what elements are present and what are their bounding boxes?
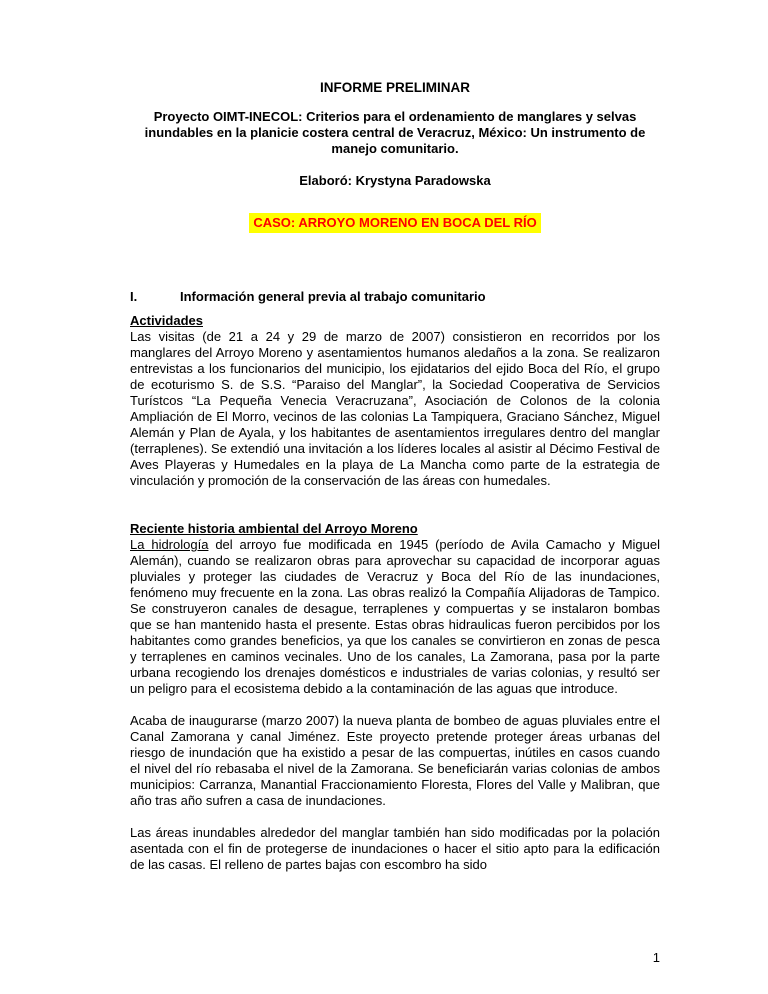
document-title: INFORME PRELIMINAR: [320, 80, 470, 95]
project-subtitle: Proyecto OIMT-INECOL: Criterios para el ordenamiento de manglares y selvas inundables en la planicie costera central de Veracruz, México: Un instrumento de manejo comunitario.: [144, 109, 646, 156]
case-heading-row: [130, 213, 660, 233]
section-heading: [130, 289, 660, 305]
section-number: I.: [130, 289, 138, 304]
history-paragraph-3: Las áreas inundables alrededor del manglar también han sido modificadas por la polación asentada con el fin de protegerse de inundaciones o hacer el sitio apto para la edificación de las casas. El relleno de partes bajas con escombro ha sido: [130, 825, 660, 872]
page-number: 1: [652, 950, 660, 965]
activities-heading: Actividades: [130, 313, 203, 328]
history-paragraph-1-rest: del arroyo fue modificada en 1945 (período de Avila Camacho y Miguel Alemán), cuando se realizaron obras para aprovechar su capacidad de incorporar aguas pluviales y proteger las ciudades de Veracruz y Boca del Río de las inundaciones, fenómeno muy frecuente en la zona. Las obras realizó la Compañía Alijadoras de Tampico. Se construyeron canales de desague, terraplenes y compuertas y se instalaron bombas que se han mantenido hasta el presente. Estas obras hidraulicas fueron percibidos por los habitantes como grandes beneficios, ya que los canales se convirtieron en zonas de pesca y terraplenes en caminos vecinales. Uno de los canales, La Zamorana, pasa por la parte urbana recogiendo los drenajes domésticos e industriales de varias colonias, y resultó ser un peligro para el ecosistema debido a la contaminación de las aguas que introduce.: [130, 537, 660, 696]
activities-paragraph: Las visitas (de 21 a 24 y 29 de marzo de 2007) consistieron en recorridos por los manglares del Arroyo Moreno y asentamientos humanos aledaños a la zona. Se realizaron entrevistas a los funcionarios del municipio, los ejidatarios del ejido Boca del Río, el grupo de ecoturismo S. de S.S. “Paraiso del Manglar”, la Sociedad Cooperativa de Servicios Turístcos “La Pequeña Venecia Veracruzana”, Asociación de Colonos de la colonia Ampliación de El Morro, vecinos de las colonias La Tampiquera, Graciano Sánchez, Miguel Alemán y Plan de Ayala, y los habitantes de asentamientos irregulares dentro del manglar (terraplenes). Se extendió una invitación a los líderes locales al asistir al Décimo Festival de Aves Playeras y Humedales en la playa de La Mancha como parte de la estrategia de vinculación y promoción de la conservación de las áreas con humedales.: [130, 329, 660, 488]
history-paragraph-1: [130, 537, 660, 697]
section-title: Información general previa al trabajo comunitario: [180, 289, 486, 304]
history-paragraph-2: Acaba de inaugurarse (marzo 2007) la nueva planta de bombeo de aguas pluviales entre el Canal Zamorana y canal Jiménez. Este proyecto pretende proteger áreas urbanas del riesgo de inundación que ha existido a pesar de las compuertas, inútiles en casos cuando el nivel del río rebasaba el nivel de la Zamorana. Se beneficiarán varias colonias de ambos municipios: Carranza, Manantial Fraccionamiento Floresta, Flores del Valle y Malibran, que año tras año sufren a casa de inundaciones.: [130, 713, 660, 808]
hydrology-lead-underlined: La hidrología: [130, 537, 209, 552]
history-heading: Reciente historia ambiental del Arroyo Moreno: [130, 521, 418, 536]
case-heading: CASO: ARROYO MORENO EN BOCA DEL RÍO: [249, 213, 540, 233]
author-line: Elaboró: Krystyna Paradowska: [299, 173, 491, 188]
